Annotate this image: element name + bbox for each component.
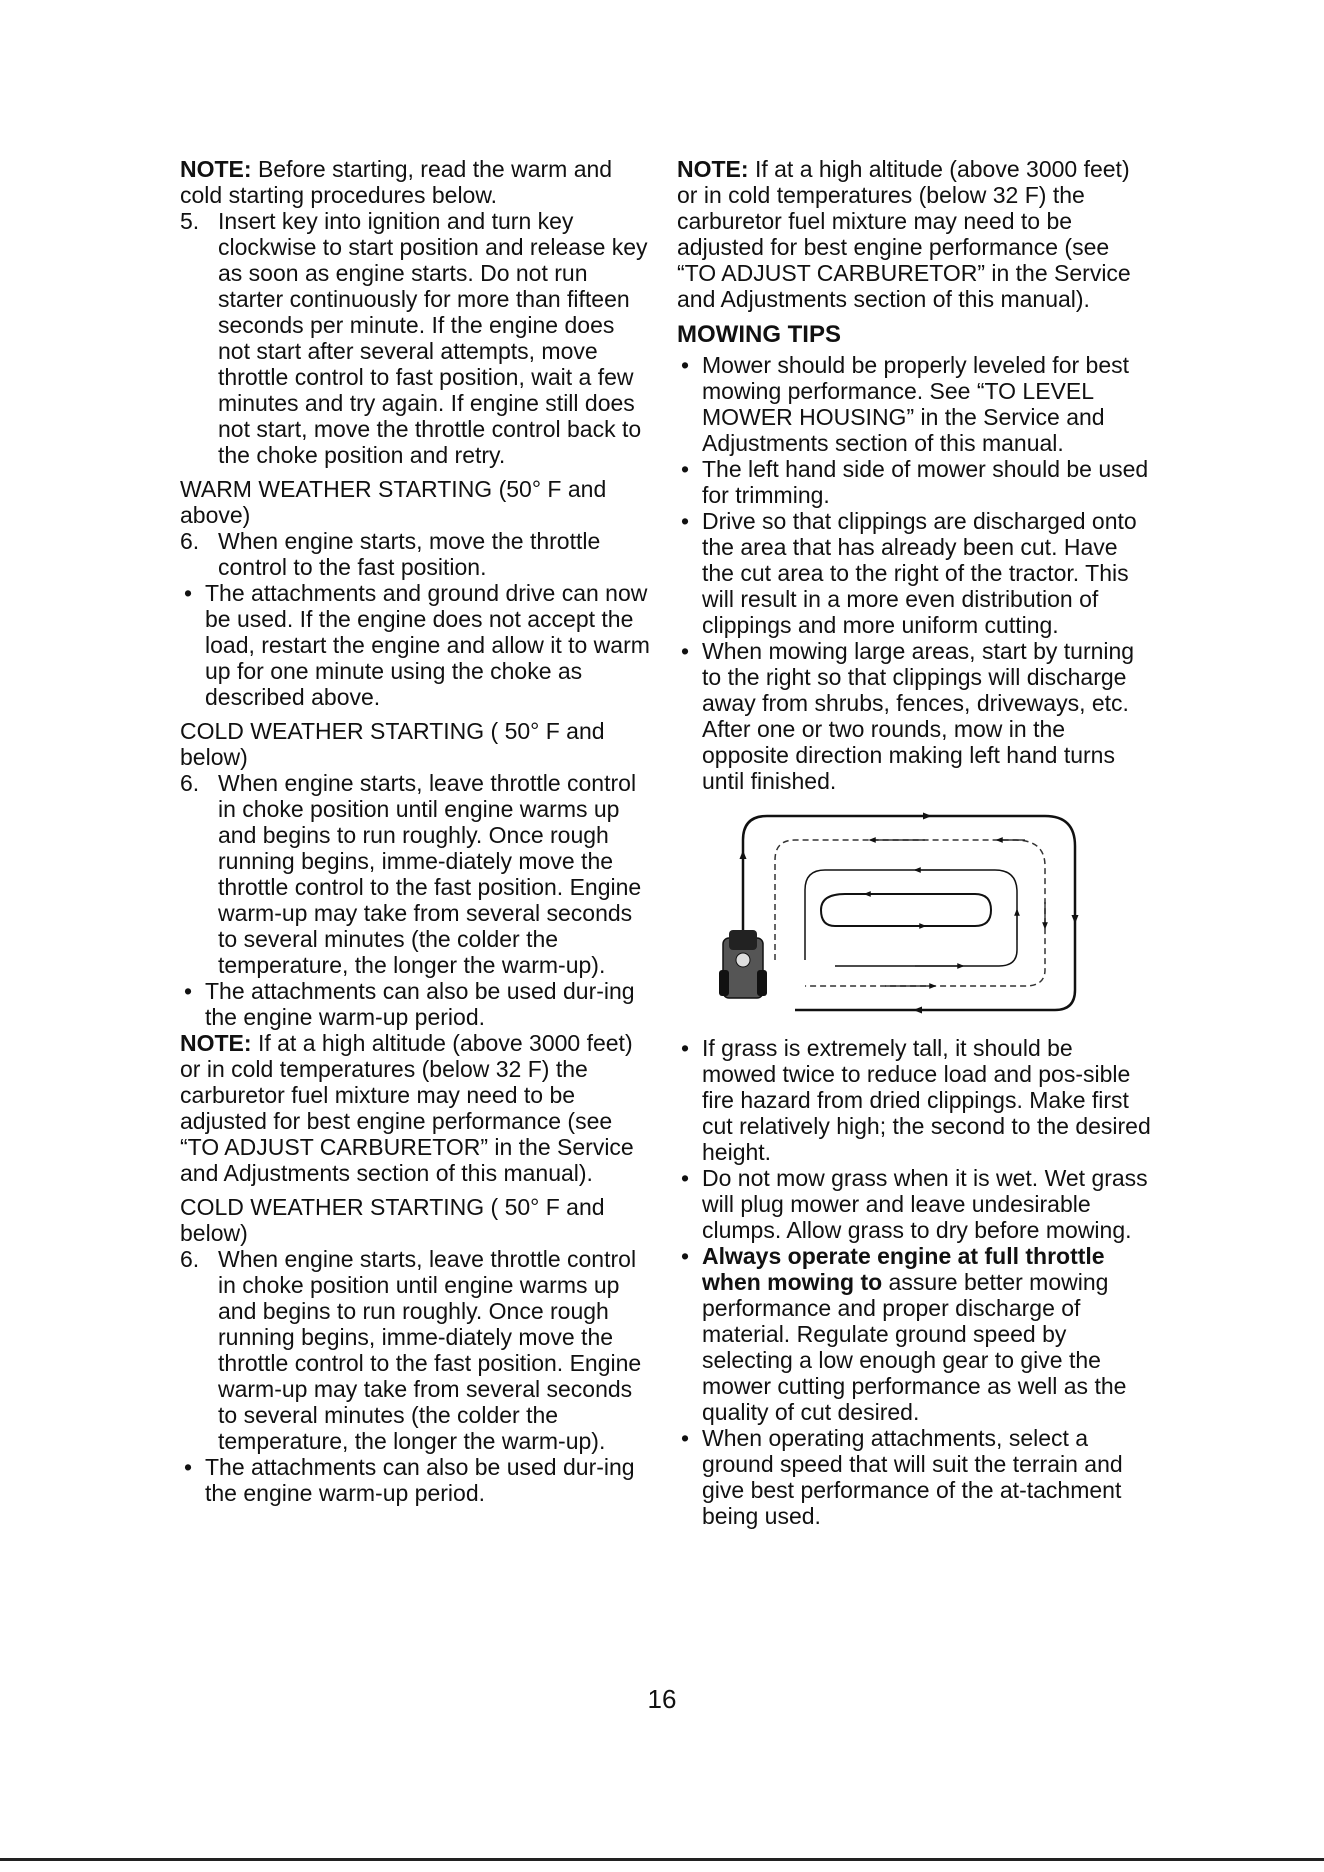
bullet-text: The attachments can also be used dur-ing the engine warm-up period. [205, 978, 635, 1030]
bullet-icon: • [184, 580, 193, 606]
right-column [677, 156, 1151, 1529]
warm-weather-heading: WARM WEATHER STARTING (50° F and above) [180, 476, 607, 528]
note-altitude-right [677, 156, 1151, 312]
note-before-starting [180, 156, 650, 208]
step-text: Insert key into ignition and turn key clockwise to start position and release key as soon as engine starts. Do not run starter continuously for more than fifteen seconds per minute. If the engine does not start after several attempts, move throttle control to fast position, wait a few minutes and try again. If engine still does not start, move the throttle control back to the choke position and retry. [218, 208, 648, 468]
bullet-icon: • [184, 978, 193, 1004]
second-mowing-path [775, 840, 1045, 986]
mowing-pattern-diagram [715, 810, 1091, 1016]
cold-bullet-1 [180, 978, 650, 1030]
note-label: NOTE: [180, 1030, 252, 1056]
bullet-text: The attachments can also be used dur-ing the engine warm-up period. [205, 1454, 635, 1506]
tip-item-full-throttle [677, 1243, 1151, 1425]
step-number: 6. [180, 528, 200, 554]
note-altitude [180, 1030, 650, 1186]
tip-text: Mower should be properly leveled for best mowing performance. See “TO LEVEL MOWER HOUSING” in the Service and Adjustments section of this manual. [702, 352, 1130, 456]
step-text: When engine starts, leave throttle control in choke position until engine warms up and begins to run roughly. Once rough running begins, imme-diately move the throttle control to the fast position. Engine warm-up may take from several seconds to several minutes (the colder the temperature, the longer the warm-up). [218, 770, 642, 978]
note-label: NOTE: [180, 156, 252, 182]
bullet-icon: • [681, 1425, 690, 1451]
bullet-icon: • [681, 1035, 690, 1061]
note-label: NOTE: [677, 156, 749, 182]
tip-item [677, 638, 1151, 794]
step-number: 6. [180, 1246, 200, 1272]
step-text: When engine starts, move the throttle control to the fast position. [218, 528, 601, 580]
cold-bullet-2 [180, 1454, 650, 1506]
tip-bold-text: Always operate engine at full throttle when mowing to [702, 1243, 1105, 1295]
bullet-icon: • [681, 1165, 690, 1191]
note-text: Before starting, read the warm and cold starting procedures below. [180, 156, 613, 208]
bullet-icon: • [681, 352, 690, 378]
step-number: 6. [180, 770, 200, 796]
tip-item [677, 508, 1151, 638]
bullet-text: The attachments and ground drive can now be used. If the engine does not accept the load, restart the engine and allow it to warm up for one minute using the choke as described above. [205, 580, 650, 710]
tip-item [677, 1035, 1151, 1165]
note-text: If at a high altitude (above 3000 feet) or in cold temperatures (below 32 F) the carburetor fuel mixture may need to be adjusted for best engine performance (see “TO ADJUST CARBURETOR” in the Service and Adjustments section of this manual). [677, 156, 1131, 312]
cold-weather-heading-1: COLD WEATHER STARTING ( 50° F and below) [180, 718, 605, 770]
left-column [180, 156, 650, 1506]
mowing-tips-heading: MOWING TIPS [677, 321, 841, 348]
tip-item [677, 1425, 1151, 1529]
cold-step-6-1 [180, 770, 650, 978]
cold-weather-heading-2: COLD WEATHER STARTING ( 50° F and below) [180, 1194, 605, 1246]
tip-text: The left hand side of mower should be used for trimming. [702, 456, 1149, 508]
bullet-icon: • [681, 638, 690, 664]
page-number: 16 [647, 1684, 677, 1714]
tip-text: assure better mowing performance and proper discharge of material. Regulate ground speed by selecting a low enough gear to give the mower cutting performance as well as the quality of cut desired. [702, 1269, 1127, 1425]
tip-text: When mowing large areas, start by turning to the right so that clippings will discharge away from shrubs, fences, driveways, etc. After one or two rounds, mow in the opposite direction making left hand turns until finished. [702, 638, 1135, 794]
tip-item [677, 1165, 1151, 1243]
third-mowing-path [805, 870, 1017, 966]
tip-text: When operating attachments, select a ground speed that will suit the terrain and give best performance of the at-tachment being used. [702, 1425, 1123, 1529]
bullet-icon: • [681, 1243, 690, 1269]
outer-mowing-path [743, 816, 1075, 1010]
tip-text: If grass is extremely tall, it should be mowed twice to reduce load and pos-sible fire hazard from dried clippings. Make first cut relatively high; the second to the desired height. [702, 1035, 1151, 1165]
step-5 [180, 208, 650, 468]
step-number: 5. [180, 208, 200, 234]
warm-step-6 [180, 528, 650, 580]
cold-step-6-2 [180, 1246, 650, 1454]
bullet-icon: • [681, 508, 690, 534]
tip-text: Do not mow grass when it is wet. Wet grass will plug mower and leave undesirable clumps. Allow grass to dry before mowing. [702, 1165, 1148, 1243]
bottom-rule [0, 1858, 1324, 1861]
step-text: When engine starts, leave throttle control in choke position until engine warms up and begins to run roughly. Once rough running begins, imme-diately move the throttle control to the fast position. Engine warm-up may take from several seconds to several minutes (the colder the temperature, the longer the warm-up). [218, 1246, 642, 1454]
inner-mowing-path [821, 894, 991, 926]
tractor-icon [719, 930, 767, 998]
note-text: If at a high altitude (above 3000 feet) or in cold temperatures (below 32 F) the carburetor fuel mixture may need to be adjusted for best engine performance (see “TO ADJUST CARBURETOR” in the Service and Adjustments section of this manual). [180, 1030, 634, 1186]
tip-text: Drive so that clippings are discharged onto the area that has already been cut. Have the cut area to the right of the tractor. This will result in a more even distribution of clippings and more uniform cutting. [702, 508, 1137, 638]
tip-item [677, 456, 1151, 508]
bullet-icon: • [681, 456, 690, 482]
warm-bullet [180, 580, 650, 710]
tip-item [677, 352, 1151, 456]
bullet-icon: • [184, 1454, 193, 1480]
